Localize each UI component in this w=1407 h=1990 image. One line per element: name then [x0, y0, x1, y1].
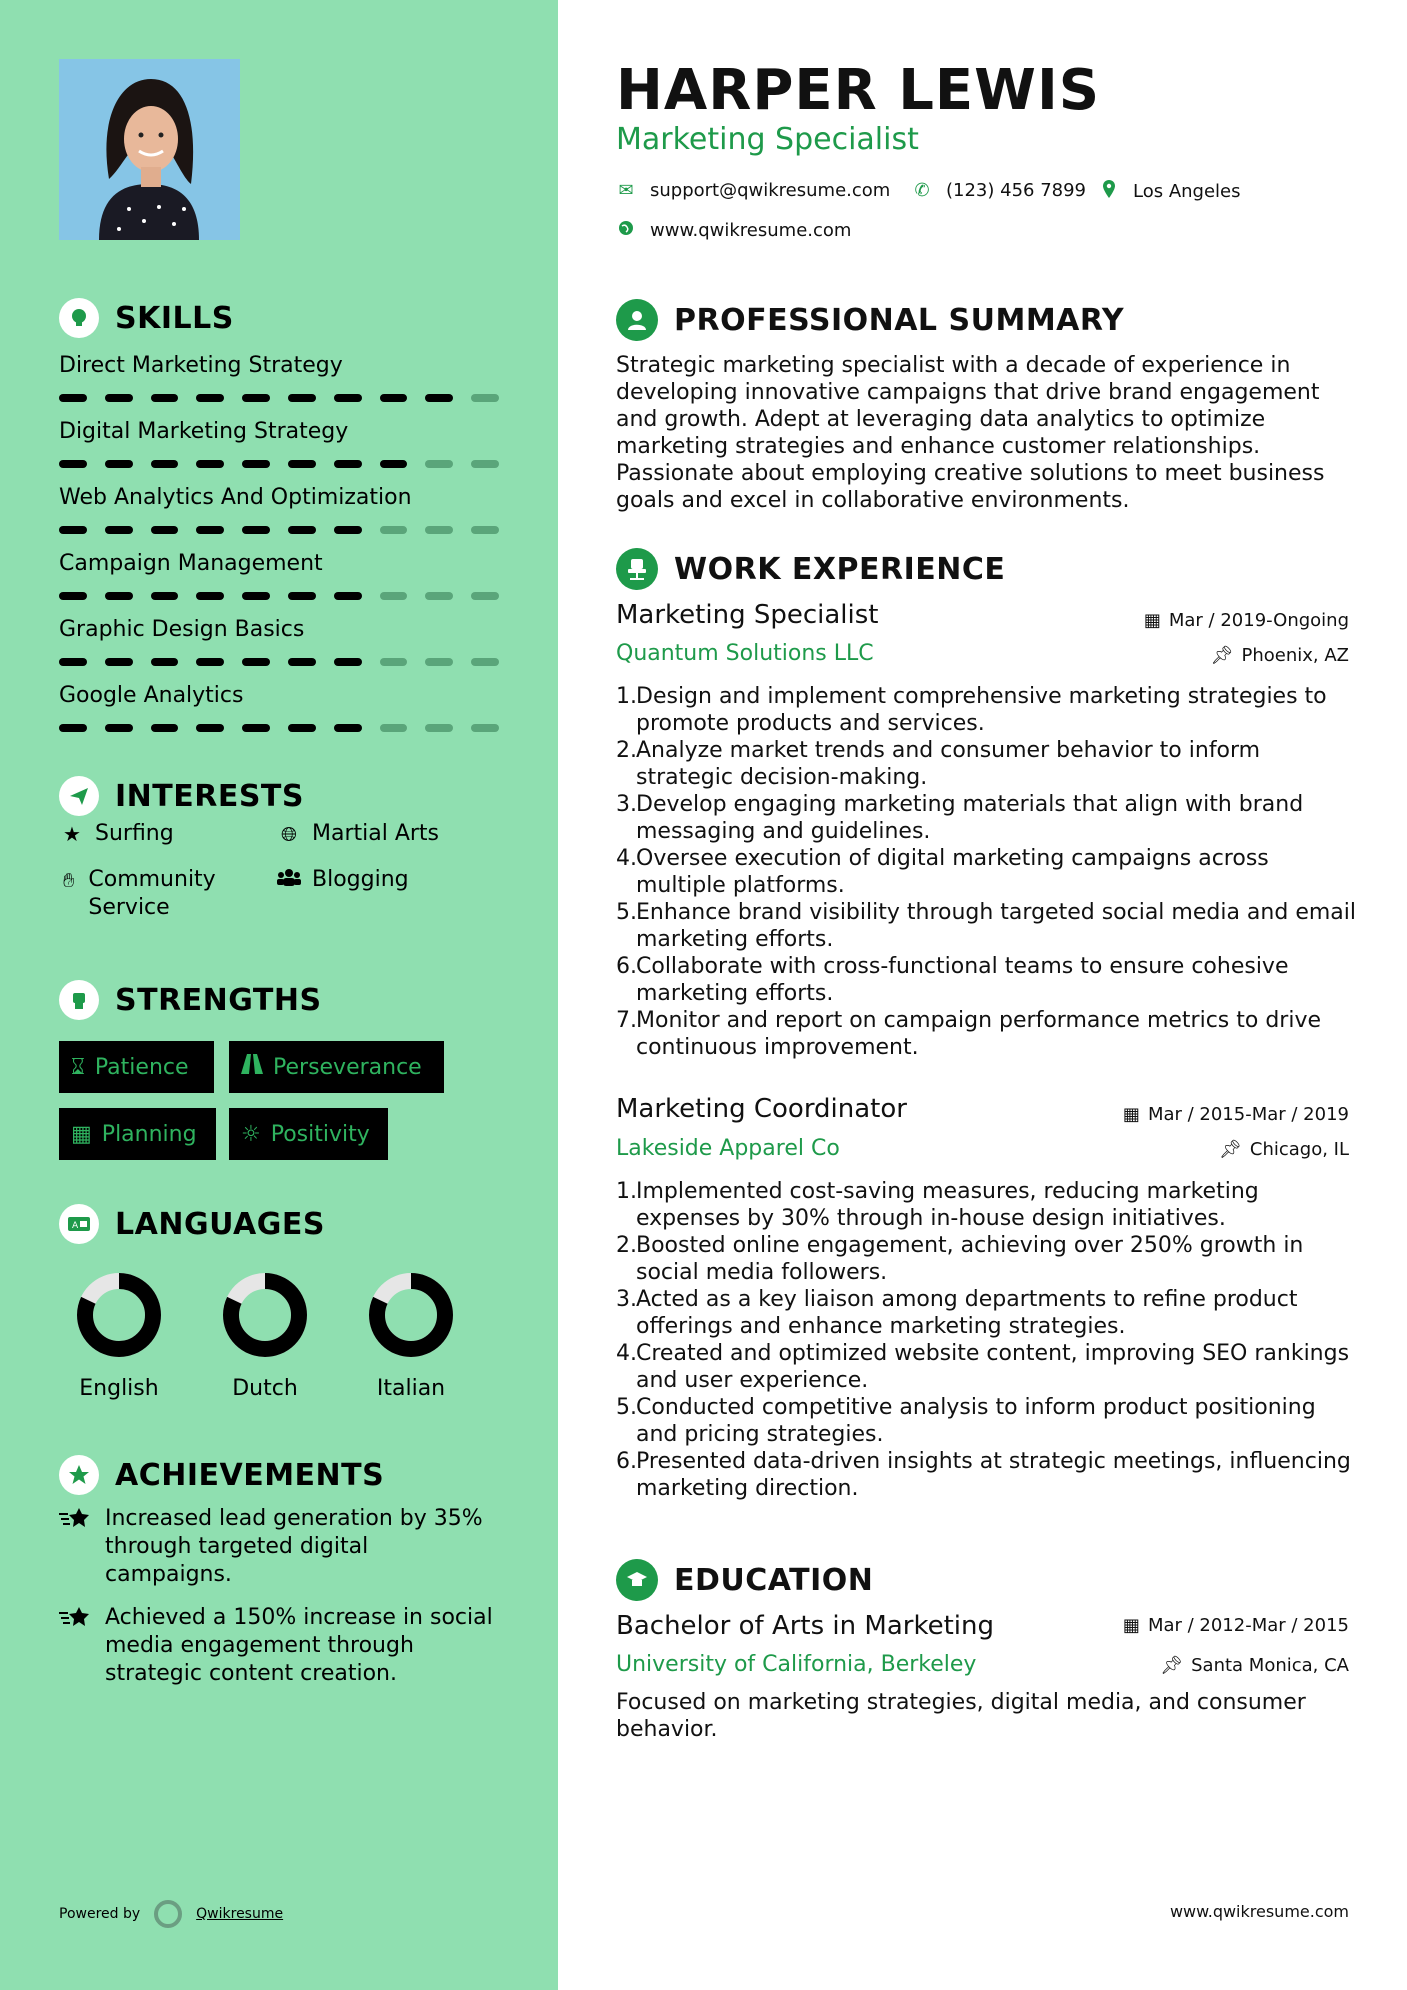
bullet-text: Enhance brand visibility through targeted social media and email marketing efforts.: [636, 900, 1356, 952]
skill-level-dot: [196, 526, 224, 534]
skill-level-dot: [151, 658, 179, 666]
skill-level-dot: [196, 460, 224, 468]
skill-level-dot: [151, 592, 179, 600]
powered-by: Powered by Qwikresume: [59, 1900, 283, 1928]
interest-item: ✋︎ Community Service: [59, 866, 249, 922]
skill-level-dot: [196, 394, 224, 402]
contact-phone[interactable]: ✆ (123) 456 7899: [912, 180, 1086, 201]
skill-level-dot: [59, 592, 87, 600]
skill-level-dot: [288, 592, 316, 600]
globe-icon: [616, 220, 636, 241]
job-role: Marketing Coordinator: [616, 1094, 907, 1124]
job-bullet: [616, 1286, 1361, 1340]
pin-icon: 📌︎: [1160, 1655, 1184, 1676]
skill-level-dot: [105, 394, 133, 402]
contact-website[interactable]: www.qwikresume.com: [616, 220, 851, 241]
skill-level-dot: [471, 394, 499, 402]
job-bullet: [616, 791, 1361, 845]
skill-level-dot: [105, 592, 133, 600]
skill-level-dot: [242, 394, 270, 402]
achievement-item: Increased lead generation by 35% through targeted digital campaigns.: [59, 1505, 499, 1589]
lightbulb-icon: [59, 298, 99, 338]
skill-name: Direct Marketing Strategy: [59, 353, 343, 378]
bullet-number: 3.: [616, 792, 637, 817]
summary-text: Strategic marketing specialist with a decade of experience in developing innovative campaigns that drive brand engagement and growth. Adept at leveraging data analytics to optimize marketing strategies and enhance customer relationships. Passionate about employing creative solutions to meet business goals and excel in collaborative environments.: [616, 353, 1325, 513]
education-location: 📌︎ Santa Monica, CA: [1160, 1655, 1349, 1676]
footer-url[interactable]: www.qwikresume.com: [1169, 1902, 1349, 1921]
language-icon: [59, 1204, 99, 1244]
strength-tag: Perseverance: [229, 1041, 444, 1093]
main-content: [558, 0, 1407, 1990]
bullet-number: 4.: [616, 1341, 637, 1366]
skill-level-dot: [334, 526, 362, 534]
skill-level-dot: [59, 526, 87, 534]
interest-item: Blogging: [276, 866, 409, 894]
bullet-text: Analyze market trends and consumer behavior to inform strategic decision-making.: [636, 738, 1261, 790]
svg-text:A: A: [72, 1221, 79, 1231]
skill-level-dot: [471, 658, 499, 666]
skill-level-dot: [242, 658, 270, 666]
skill-level-dot: [425, 394, 453, 402]
skill-name: Web Analytics And Optimization: [59, 485, 412, 510]
skill-level-dot: [334, 658, 362, 666]
education-heading: EDUCATION: [616, 1559, 873, 1601]
calendar-icon: ▦: [1122, 1615, 1140, 1636]
skill-level-dot: [105, 460, 133, 468]
job-bullet: [616, 1178, 1361, 1232]
skill-level-dot: [425, 724, 453, 732]
job-dates: ▦ Mar / 2019-Ongoing: [1143, 610, 1349, 631]
interest-item: 🌐︎ Martial Arts: [276, 820, 439, 848]
skill-level-bar: [59, 394, 499, 402]
skill-level-dot: [151, 460, 179, 468]
phone-icon: ✆: [914, 180, 930, 201]
bullet-number: 7.: [616, 1008, 637, 1033]
achievements-heading: ACHIEVEMENTS: [59, 1455, 384, 1495]
skill-level-dot: [196, 592, 224, 600]
candidate-name: HARPER LEWIS: [616, 58, 1101, 123]
skill-level-bar: [59, 724, 499, 732]
bullet-text: Boosted online engagement, achieving over 250% growth in social media followers.: [636, 1233, 1304, 1285]
language-item: Italian: [346, 1270, 476, 1401]
skill-item: [59, 550, 499, 600]
shooting-star-icon: [59, 1505, 95, 1589]
skill-level-dot: [59, 724, 87, 732]
skill-level-dot: [59, 394, 87, 402]
shooting-star-icon: [59, 1604, 95, 1688]
skill-level-dot: [380, 592, 408, 600]
job-bullet: [616, 1007, 1361, 1061]
job-bullet: [616, 1448, 1361, 1502]
job-bullet: [616, 1232, 1361, 1286]
skill-level-dot: [59, 460, 87, 468]
language-item: Dutch: [200, 1270, 330, 1401]
sidebar: [0, 0, 558, 1990]
calendar-icon: ▦: [1122, 1104, 1140, 1125]
language-donut: [74, 1270, 164, 1360]
skill-level-dot: [196, 724, 224, 732]
summary-heading: PROFESSIONAL SUMMARY: [616, 299, 1124, 341]
bullet-text: Created and optimized website content, improving SEO rankings and user experience.: [636, 1341, 1350, 1393]
skill-level-dot: [151, 724, 179, 732]
skill-level-dot: [471, 460, 499, 468]
bullet-number: 6.: [616, 954, 637, 979]
skill-level-dot: [334, 394, 362, 402]
bullet-text: Presented data-driven insights at strategic meetings, influencing marketing direction.: [636, 1449, 1351, 1501]
job-bullet: [616, 1394, 1361, 1448]
bullet-number: 1.: [616, 684, 637, 709]
job-bullets: [616, 1178, 1361, 1502]
skill-item: [59, 418, 499, 468]
sun-icon: ☼: [241, 1121, 261, 1147]
bullet-number: 3.: [616, 1287, 637, 1312]
skill-level-dot: [196, 658, 224, 666]
skill-level-bar: [59, 592, 499, 600]
language-donut: [220, 1270, 310, 1360]
skill-level-bar: [59, 526, 499, 534]
skill-item: [59, 616, 499, 666]
skill-level-dot: [151, 394, 179, 402]
job-company: Quantum Solutions LLC: [616, 641, 874, 666]
bullet-text: Oversee execution of digital marketing campaigns across multiple platforms.: [636, 846, 1269, 898]
bullet-number: 6.: [616, 1449, 637, 1474]
bullet-text: Develop engaging marketing materials that align with brand messaging and guidelines.: [636, 792, 1304, 844]
strength-tag: ▦ Planning: [59, 1108, 216, 1160]
skill-level-dot: [334, 724, 362, 732]
skill-level-dot: [380, 658, 408, 666]
candidate-title: Marketing Specialist: [616, 122, 919, 157]
skill-level-dot: [334, 460, 362, 468]
skill-level-dot: [288, 724, 316, 732]
skill-level-dot: [334, 592, 362, 600]
strengths-heading: STRENGTHS: [59, 980, 322, 1020]
calendar-icon: ▦: [1143, 610, 1161, 631]
skill-level-dot: [105, 658, 133, 666]
skill-level-dot: [288, 658, 316, 666]
skill-level-dot: [242, 724, 270, 732]
bullet-text: Monitor and report on campaign performance metrics to drive continuous improvement.: [636, 1008, 1321, 1060]
job-bullet: [616, 1340, 1361, 1394]
job-bullet: [616, 683, 1361, 737]
languages-heading: A LANGUAGES: [59, 1204, 325, 1244]
bullet-text: Collaborate with cross-functional teams to ensure cohesive marketing efforts.: [636, 954, 1289, 1006]
education-description: Focused on marketing strategies, digital media, and consumer behavior.: [616, 1690, 1306, 1742]
job-bullet: [616, 845, 1361, 899]
skill-name: Google Analytics: [59, 683, 244, 708]
skill-level-dot: [380, 526, 408, 534]
bullet-number: 1.: [616, 1179, 637, 1204]
road-icon: [241, 1054, 263, 1080]
pin-icon: 📌︎: [1210, 645, 1234, 666]
experience-heading: WORK EXPERIENCE: [616, 548, 1005, 590]
skill-level-dot: [380, 460, 408, 468]
bullet-number: 4.: [616, 846, 637, 871]
skills-heading: SKILLS: [59, 298, 234, 338]
skill-level-dot: [242, 460, 270, 468]
job-bullet: [616, 899, 1361, 953]
user-icon: [616, 299, 658, 341]
strength-tag: ⌛︎ Patience: [59, 1041, 214, 1093]
contact-email[interactable]: ✉ support@qwikresume.com: [616, 180, 890, 201]
job-dates: ▦ Mar / 2015-Mar / 2019: [1122, 1104, 1349, 1125]
skill-level-dot: [425, 526, 453, 534]
globe-icon: 🌐︎: [281, 822, 297, 846]
hand-icon: ✋︎: [62, 868, 75, 892]
skill-level-dot: [425, 592, 453, 600]
skill-item: [59, 352, 499, 402]
bullet-number: 5.: [616, 1395, 637, 1420]
skill-level-dot: [105, 724, 133, 732]
profile-photo: [59, 59, 240, 240]
skill-level-dot: [288, 394, 316, 402]
job-company: Lakeside Apparel Co: [616, 1136, 840, 1161]
education-school: University of California, Berkeley: [616, 1652, 977, 1677]
skill-level-dot: [288, 460, 316, 468]
skill-level-dot: [288, 526, 316, 534]
education-dates: ▦ Mar / 2012-Mar / 2015: [1122, 1615, 1349, 1636]
bullet-text: Implemented cost-saving measures, reducing marketing expenses by 30% through in-house design initiatives.: [636, 1179, 1259, 1231]
skill-level-dot: [380, 394, 408, 402]
skill-level-dot: [105, 526, 133, 534]
bullet-number: 2.: [616, 1233, 637, 1258]
hourglass-icon: ⌛︎: [71, 1054, 85, 1080]
bullet-text: Conducted competitive analysis to inform product positioning and pricing strategies.: [636, 1395, 1316, 1447]
fist-icon: [59, 980, 99, 1020]
calendar-icon: ▦: [71, 1121, 92, 1147]
qwikresume-logo-icon: [154, 1900, 182, 1928]
pin-icon: 📌︎: [1219, 1139, 1242, 1160]
star-badge-icon: [59, 1455, 99, 1495]
job-location: 📌︎ Chicago, IL: [1219, 1139, 1349, 1160]
envelope-icon: ✉: [618, 180, 634, 201]
contact-location: Los Angeles: [1099, 180, 1241, 203]
skill-item: [59, 484, 499, 534]
paper-plane-icon: [59, 776, 99, 816]
bullet-number: 2.: [616, 738, 637, 763]
users-icon: [276, 866, 302, 894]
job-bullets: [616, 683, 1361, 1061]
skill-level-dot: [425, 658, 453, 666]
skill-level-dot: [151, 526, 179, 534]
interest-item: ★ Surfing: [59, 820, 174, 848]
skill-level-dot: [242, 592, 270, 600]
skill-level-dot: [471, 724, 499, 732]
bullet-number: 5.: [616, 900, 637, 925]
job-bullet: [616, 737, 1361, 791]
language-donut: [366, 1270, 456, 1360]
skill-level-dot: [380, 724, 408, 732]
skill-level-dot: [59, 658, 87, 666]
job-location: 📌︎ Phoenix, AZ: [1210, 645, 1349, 666]
language-item: English: [54, 1270, 184, 1401]
skill-level-bar: [59, 460, 499, 468]
star-icon: ★: [63, 822, 81, 846]
bullet-text: Design and implement comprehensive marketing strategies to promote products and services.: [636, 684, 1327, 736]
strength-tag: ☼ Positivity: [229, 1108, 388, 1160]
education-degree: Bachelor of Arts in Marketing: [616, 1611, 994, 1641]
qwikresume-link[interactable]: Qwikresume: [196, 1906, 284, 1922]
map-pin-icon: [1099, 180, 1119, 203]
skill-level-dot: [242, 526, 270, 534]
office-chair-icon: [616, 548, 658, 590]
skill-level-dot: [471, 592, 499, 600]
interests-heading: INTERESTS: [59, 776, 304, 816]
skill-level-dot: [425, 460, 453, 468]
skill-name: Campaign Management: [59, 551, 323, 576]
bullet-text: Acted as a key liaison among departments to refine product offerings and enhance marketing strategies.: [636, 1287, 1298, 1339]
job-role: Marketing Specialist: [616, 600, 879, 630]
achievement-item: Achieved a 150% increase in social media engagement through strategic content creation.: [59, 1604, 499, 1688]
job-bullet: [616, 953, 1361, 1007]
skill-name: Graphic Design Basics: [59, 617, 305, 642]
skill-name: Digital Marketing Strategy: [59, 419, 349, 444]
graduation-icon: [616, 1559, 658, 1601]
skill-level-dot: [471, 526, 499, 534]
skill-item: [59, 682, 499, 732]
skill-level-bar: [59, 658, 499, 666]
